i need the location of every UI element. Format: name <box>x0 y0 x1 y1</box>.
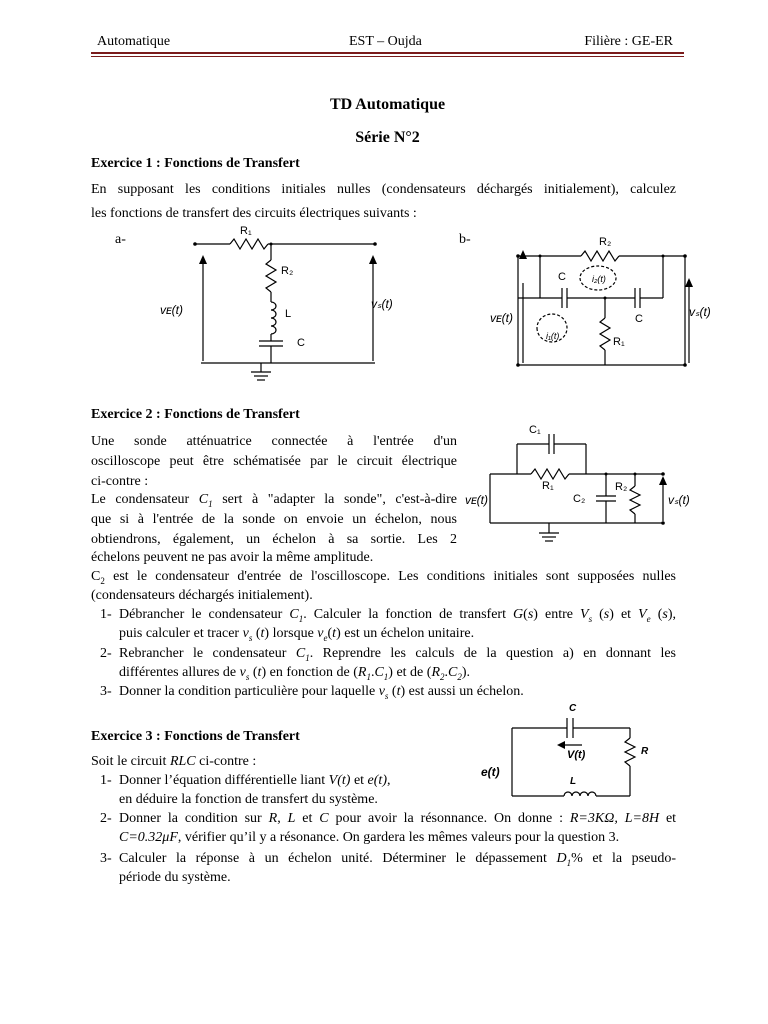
ex2-q3a: Donner la condition particulière pour laquelle <box>119 684 376 699</box>
ex2-q2-line1: Rebrancher le condensateur $C_1$. Reprendre les calculs de la question a) en donnant les <box>119 646 676 663</box>
ex2-q3b: est aussi un échelon. <box>408 684 524 699</box>
header-rule-thin <box>91 56 684 57</box>
ex2-q1c: entre <box>544 607 573 622</box>
ex2-q1-line2: puis calculer et tracer $v_s$ (t) lorsque $v_e(t)$ est un échelon unitaire. <box>119 626 475 643</box>
ex2-p4: Le condensateur $C_1$ sert à "adapter la sonde", c'est-à-dire <box>91 492 457 509</box>
circuit-ex3-l-label: L <box>570 776 577 787</box>
circuit-b-c-right-label: C <box>635 313 643 325</box>
header-rule <box>91 52 684 54</box>
ex3-q1-line1: Donner l’équation différentielle liant V(t) et e(t), <box>119 773 391 788</box>
ex3-q2e: C=0.32μF <box>119 830 178 845</box>
ex2-p6: obtiendrons, également, un échelon à sa sortie. Les 2 <box>91 532 457 547</box>
circuit-b-r2-label: R₂ <box>599 236 612 248</box>
circuit-ex2-r2-label: R₂ <box>615 481 628 493</box>
ex3-q1b: V(t) <box>328 773 351 788</box>
ex2-p8: $C_2$ est le condensateur d'entrée de l'oscilloscope. Les conditions initiales sont supposées nulles <box>91 569 676 586</box>
ex3-q3-num: 3- <box>100 851 112 866</box>
ex2-q1d: et <box>620 607 632 622</box>
ex3-q2-num: 2- <box>100 811 112 826</box>
circuit-a-diagram <box>155 222 415 387</box>
ex2-q3-num: 3- <box>100 684 112 699</box>
circuit-b-r1-label: R₁ <box>613 336 625 348</box>
ex2-q2a: Rebrancher le condensateur <box>119 646 287 661</box>
ex3-intro-a: Soit le circuit <box>91 754 167 769</box>
ex3-q3-line1: Calculer la réponse à un échelon unité. Déterminer le dépassement $D_1\%$ et la pseudo- <box>119 851 677 868</box>
ex3-q2-line1: Donner la condition sur R, L et C pour avoir la résonnance. On donne : R=3KΩ, L=8H et <box>119 811 677 826</box>
ex3-intro <box>91 752 256 772</box>
ex3-q1-num: 1- <box>100 773 112 788</box>
ex2-p8-text: est le condensateur d'entrée de l'oscilloscope. Les conditions initiales sont supposées nulles <box>113 569 676 584</box>
ex3-heading: Exercice 3 : Fonctions de Transfert <box>91 729 300 744</box>
page-subtitle: Série N°2 <box>355 129 420 146</box>
ex1-heading: Exercice 1 : Fonctions de Transfert <box>91 156 300 171</box>
ex3-q1c: et <box>353 773 365 788</box>
ex3-q1-line2: en déduire la fonction de transfert du système. <box>119 792 378 807</box>
circuit-ex2-r1-label: R₁ <box>542 480 554 492</box>
ex3-q3-line2: période du système. <box>119 870 231 885</box>
ex2-q1b: . Calculer la fonction de transfert <box>303 607 506 622</box>
ex2-q1-line1: Débrancher le condensateur $C_1$. Calculer la fonction de transfert G(s) entre $V_s$ (s) et $V_e$ (s), <box>119 607 676 624</box>
ex3-intro-c: ci-contre : <box>199 754 257 769</box>
circuit-ex2-vs-label: vₛ(t) <box>668 493 690 507</box>
ex2-heading: Exercice 2 : Fonctions de Transfert <box>91 407 300 422</box>
ex2-q1a: Débrancher le condensateur <box>119 607 283 622</box>
ex2-q2d: en fonction de <box>269 665 350 680</box>
ex2-p5: que si à l'entrée de la sonde on envoie un échelon, nous <box>91 512 457 527</box>
header-center: EST – Oujda <box>349 34 422 49</box>
circuit-b-vs-label: vₛ(t) <box>689 305 711 319</box>
ex2-p4a: Le condensateur <box>91 492 190 507</box>
circuit-ex2-c2-label: C₂ <box>573 493 586 505</box>
ex2-q1e: puis calculer et tracer <box>119 626 240 641</box>
ex2-q1g: est un échelon unitaire. <box>344 626 475 641</box>
ex3-q2a: Donner la condition sur <box>119 811 262 826</box>
circuit-b-i2-label: i₂(t) <box>592 274 606 284</box>
header-right: Filière : GE-ER <box>584 34 673 49</box>
ex3-q2b: pour avoir la résonnance. On donne : <box>335 811 563 826</box>
ex3-q2-line2 <box>119 828 619 848</box>
ex1-line2: les fonctions de transfert des circuits électriques suivants : <box>91 206 417 221</box>
ex3-q2d: et <box>665 811 677 826</box>
ex2-q2e: et de <box>396 665 424 680</box>
circuit-ex3-c-label: C <box>569 703 577 714</box>
circuit-ex2-ve-label: vᴇ(t) <box>465 493 488 507</box>
ex2-q3-line: Donner la condition particulière pour laquelle $v_s$ (t) est aussi un échelon. <box>119 684 524 701</box>
ex1-line1: En supposant les conditions initiales nulles (condensateurs déchargés initialement), calculez <box>91 182 676 197</box>
ex2-p4b: sert à "adapter la sonde", c'est-à-dire <box>222 492 457 507</box>
circuit-ex2-c1-label: C₁ <box>529 424 541 436</box>
circuit-ex3-diagram <box>478 700 678 810</box>
ex1-label-a: a- <box>115 232 126 247</box>
header-left: Automatique <box>97 34 171 49</box>
ex3-q3b: et la pseudo- <box>592 851 677 866</box>
circuit-a-l-label: L <box>285 308 292 320</box>
circuit-b-ve-label: vᴇ(t) <box>490 311 513 325</box>
ex3-q1a: Donner l’équation différentielle liant <box>119 773 326 788</box>
ex2-q2b: . Reprendre les calculs de la question a) en donnant les <box>309 646 676 661</box>
ex3-q2f: , vérifier qu’il y a résonance. On gardera les mêmes valeurs pour la question 3. <box>177 830 620 845</box>
ex2-q2c: différentes allures de <box>119 665 237 680</box>
circuit-ex3-r-label: R <box>641 746 649 757</box>
circuit-ex3-e-label: e(t) <box>481 765 500 779</box>
circuit-ex3-v-label: V(t) <box>567 749 586 761</box>
circuit-a-c-label: C <box>297 337 305 349</box>
circuit-b-i1-label: i₁(t) <box>546 331 560 341</box>
ex2-q1f: lorsque <box>272 626 314 641</box>
circuit-a-ve-label: vᴇ(t) <box>160 303 183 317</box>
ex2-p7: échelons peuvent ne pas avoir la même amplitude. <box>91 550 374 565</box>
ex2-p2: oscilloscope peut être schématisée par le circuit électrique <box>91 454 457 469</box>
page-title: TD Automatique <box>329 96 446 113</box>
ex2-p3: ci-contre : <box>91 474 149 489</box>
ex3-q3a: Calculer la réponse à un échelon unité. Déterminer le dépassement <box>119 851 547 866</box>
ex3-q2c: R=3KΩ, L=8H <box>569 811 660 826</box>
ex2-p1: Une sonde atténuatrice connectée à l'entrée d'un <box>91 434 457 449</box>
ex2-p9: (condensateurs déchargés initialement). <box>91 588 313 603</box>
circuit-ex2-diagram <box>465 418 705 553</box>
circuit-a-vs-label: vₛ(t) <box>371 297 393 311</box>
ex2-q1-num: 1- <box>100 607 112 622</box>
ex3-intro-b: RLC <box>169 754 196 769</box>
ex3-q1d: e(t) <box>367 773 387 788</box>
ex2-q2-line2: différentes allures de $v_s$ (t) en fonction de $(R_1.C_1)$ et de $(R_2.C_2)$. <box>119 665 471 682</box>
ex1-label-b: b- <box>459 232 471 247</box>
circuit-b-diagram <box>485 228 725 378</box>
ex2-q2-num: 2- <box>100 646 112 661</box>
circuit-a-r2-label: R₂ <box>281 265 294 277</box>
circuit-a-r1-label: R₁ <box>240 225 252 237</box>
circuit-b-c-left-label: C <box>558 271 566 283</box>
